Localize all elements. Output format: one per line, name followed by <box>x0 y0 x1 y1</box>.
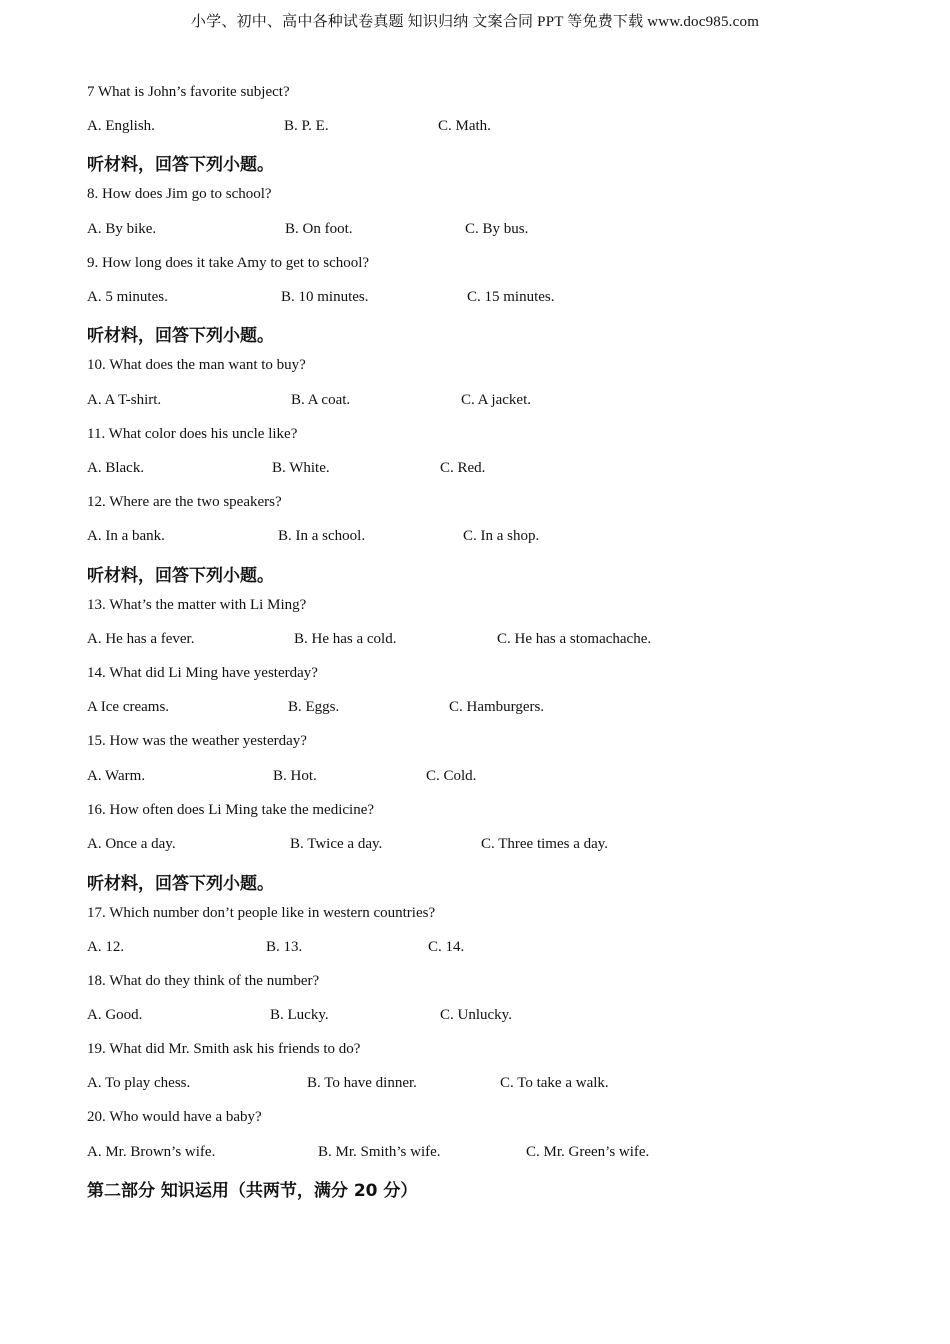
q8-option-c: C. By bus. <box>465 221 529 237</box>
q10-option-b: B. A coat. <box>291 392 351 408</box>
q18-option-b: B. Lucky. <box>270 1007 329 1023</box>
q19-option-b: B. To have dinner. <box>307 1075 417 1091</box>
question-11: 11. What color does his uncle like? <box>87 426 298 442</box>
q19-option-c: C. To take a walk. <box>500 1075 609 1091</box>
part-two-heading: 第二部分 知识运用（共两节，满分 20 分） <box>87 1181 418 1201</box>
q20-option-a: A. Mr. Brown’s wife. <box>87 1144 216 1160</box>
q16-option-b: B. Twice a day. <box>290 836 383 852</box>
q8-option-a: A. By bike. <box>87 221 157 237</box>
q14-option-b: B. Eggs. <box>288 699 340 715</box>
q9-option-b: B. 10 minutes. <box>281 289 369 305</box>
q10-option-a: A. A T-shirt. <box>87 392 162 408</box>
q17-option-c: C. 14. <box>428 939 465 955</box>
q20-option-c: C. Mr. Green’s wife. <box>526 1144 650 1160</box>
q9-option-a: A. 5 minutes. <box>87 289 168 305</box>
question-18: 18. What do they think of the number? <box>87 973 320 989</box>
q9-option-c: C. 15 minutes. <box>467 289 555 305</box>
q7-option-a: A. English. <box>87 118 155 134</box>
section-heading-4: 听材料，回答下列小题。 <box>87 874 274 894</box>
q7-option-b: B. P. E. <box>284 118 329 134</box>
question-14: 14. What did Li Ming have yesterday? <box>87 665 318 681</box>
q11-option-a: A. Black. <box>87 460 145 476</box>
q8-option-b: B. On foot. <box>285 221 353 237</box>
question-19: 19. What did Mr. Smith ask his friends to do? <box>87 1041 361 1057</box>
question-8: 8. How does Jim go to school? <box>87 186 272 202</box>
q12-option-b: B. In a school. <box>278 528 366 544</box>
q17-option-b: B. 13. <box>266 939 303 955</box>
q20-option-b: B. Mr. Smith’s wife. <box>318 1144 441 1160</box>
q7-option-c: C. Math. <box>438 118 491 134</box>
q13-option-a: A. He has a fever. <box>87 631 195 647</box>
question-9: 9. How long does it take Amy to get to school? <box>87 255 370 271</box>
section-heading-2: 听材料，回答下列小题。 <box>87 326 274 346</box>
question-15: 15. How was the weather yesterday? <box>87 733 307 749</box>
question-17: 17. Which number don’t people like in western countries? <box>87 905 436 921</box>
q17-option-a: A. 12. <box>87 939 125 955</box>
q16-option-a: A. Once a day. <box>87 836 176 852</box>
question-12: 12. Where are the two speakers? <box>87 494 282 510</box>
q15-option-a: A. Warm. <box>87 768 146 784</box>
section-heading-3: 听材料，回答下列小题。 <box>87 566 274 586</box>
q12-option-c: C. In a shop. <box>463 528 540 544</box>
q13-option-b: B. He has a cold. <box>294 631 397 647</box>
question-13: 13. What’s the matter with Li Ming? <box>87 597 307 613</box>
q11-option-c: C. Red. <box>440 460 486 476</box>
q13-option-c: C. He has a stomachache. <box>497 631 652 647</box>
question-7: 7 What is John’s favorite subject? <box>87 84 290 100</box>
question-10: 10. What does the man want to buy? <box>87 357 306 373</box>
q18-option-c: C. Unlucky. <box>440 1007 512 1023</box>
q11-option-b: B. White. <box>272 460 330 476</box>
question-16: 16. How often does Li Ming take the medicine? <box>87 802 375 818</box>
q14-option-c: C. Hamburgers. <box>449 699 545 715</box>
q14-option-a: A Ice creams. <box>87 699 170 715</box>
q15-option-c: C. Cold. <box>426 768 477 784</box>
q18-option-a: A. Good. <box>87 1007 143 1023</box>
question-20: 20. Who would have a baby? <box>87 1109 262 1125</box>
q16-option-c: C. Three times a day. <box>481 836 609 852</box>
q10-option-c: C. A jacket. <box>461 392 531 408</box>
q19-option-a: A. To play chess. <box>87 1075 191 1091</box>
q15-option-b: B. Hot. <box>273 768 317 784</box>
section-heading-1: 听材料，回答下列小题。 <box>87 155 274 175</box>
q12-option-a: A. In a bank. <box>87 528 165 544</box>
page-header: 小学、初中、高中各种试卷真题 知识归纳 文案合同 PPT 等免费下载 www.doc985.com <box>190 14 760 30</box>
